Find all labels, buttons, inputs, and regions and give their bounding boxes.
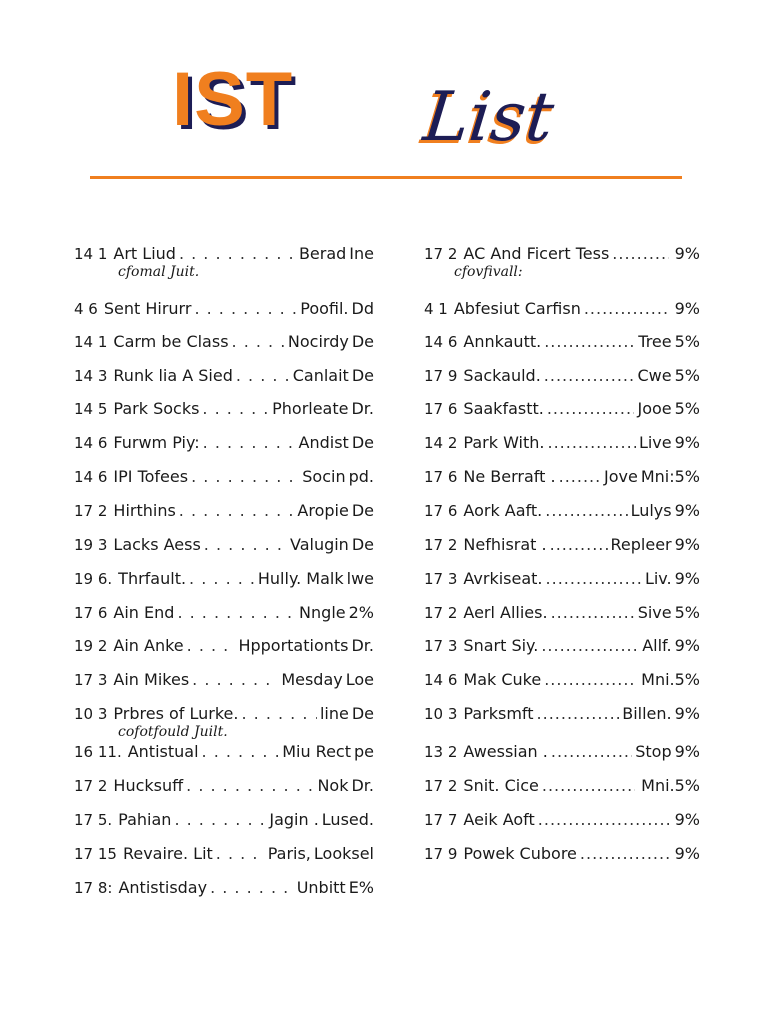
list-item-number: 14 6 bbox=[74, 468, 108, 486]
leader-dots bbox=[210, 878, 294, 898]
list-item-line bbox=[424, 776, 700, 796]
list-item-detail: Unbitt bbox=[296, 878, 346, 897]
list-item-end: Looksel bbox=[313, 844, 374, 863]
list-item-number: 10 3 bbox=[74, 705, 108, 723]
list-item bbox=[74, 844, 374, 864]
header-divider bbox=[90, 176, 682, 179]
list-item-name: Revaire. Lit bbox=[122, 844, 213, 863]
list-item-line bbox=[74, 467, 374, 487]
list-item-number: 14 6 bbox=[424, 671, 458, 689]
list-item bbox=[424, 569, 700, 589]
list-item-end: 2% bbox=[348, 603, 374, 622]
leader-dots bbox=[537, 704, 620, 724]
list-item bbox=[424, 332, 700, 352]
list-item bbox=[424, 810, 700, 830]
list-item bbox=[424, 704, 700, 724]
leader-dots bbox=[241, 704, 316, 724]
list-item-name: Powek Cubore bbox=[463, 844, 577, 863]
list-item-line bbox=[424, 636, 700, 656]
list-item-detail: Jagin . bbox=[269, 810, 319, 829]
list-item-detail: Hully. Malk bbox=[257, 569, 344, 588]
leader-dots bbox=[186, 776, 314, 796]
list-item-number: 14 1 bbox=[74, 245, 108, 263]
list-item-detail: Mesday bbox=[281, 670, 343, 689]
list-item-number: 17 3 bbox=[74, 671, 108, 689]
list-item-detail: Stop bbox=[635, 742, 672, 761]
list-item-number: 17 2 bbox=[74, 777, 108, 795]
list-item-name: Park Socks bbox=[113, 399, 200, 418]
list-item-line bbox=[74, 535, 374, 555]
list-item-detail: Lulys bbox=[630, 501, 672, 520]
list-item bbox=[74, 810, 374, 830]
list-item bbox=[424, 776, 700, 796]
list-item-number: 17 2 bbox=[424, 245, 458, 263]
list-item bbox=[74, 742, 374, 762]
list-item-name: Aork Aaft. bbox=[463, 501, 543, 520]
list-item-line bbox=[424, 366, 700, 386]
list-item-end: De bbox=[351, 433, 374, 452]
list-item-name: Ain End bbox=[113, 603, 175, 622]
list-item-number: 17 2 bbox=[424, 536, 458, 554]
list-item-detail: Tree bbox=[638, 332, 672, 351]
leader-dots bbox=[545, 501, 627, 521]
page-title-script: List bbox=[419, 78, 558, 157]
list-item-end: 5% bbox=[674, 603, 700, 622]
list-item-end: De bbox=[351, 501, 374, 520]
list-item-end: 9% bbox=[674, 569, 700, 588]
list-item-name: Aeik Aoft bbox=[463, 810, 535, 829]
list-item-name: Lacks Aess bbox=[113, 535, 201, 554]
list-item-number: 17 3 bbox=[424, 637, 458, 655]
list-item bbox=[424, 501, 700, 521]
leader-dots bbox=[544, 670, 635, 690]
list-item-detail: Jove bbox=[604, 467, 638, 486]
list-item bbox=[74, 670, 374, 690]
list-item-end: 9% bbox=[674, 535, 700, 554]
list-item-end: Dr. bbox=[351, 399, 374, 418]
list-item bbox=[74, 603, 374, 623]
list-item bbox=[74, 636, 374, 656]
leader-dots bbox=[551, 742, 632, 762]
list-item-subtitle: cfovfivall: bbox=[454, 264, 523, 280]
list-item-line bbox=[74, 399, 374, 419]
list-item-line bbox=[74, 636, 374, 656]
list-item-end: 9% bbox=[674, 244, 700, 263]
leader-dots bbox=[174, 810, 266, 830]
list-item-end: 9% bbox=[674, 742, 700, 761]
list-item-number: 19 3 bbox=[74, 536, 108, 554]
leader-dots bbox=[538, 810, 669, 830]
list-item-end: 9% bbox=[674, 844, 700, 863]
list-item-name: IPI Tofees bbox=[113, 467, 189, 486]
list-item-name: Nefhisrat . bbox=[463, 535, 547, 554]
list-item bbox=[74, 704, 374, 740]
list-item-detail: Andist bbox=[298, 433, 349, 452]
leader-dots bbox=[580, 844, 669, 864]
page-title: IST bbox=[172, 57, 294, 142]
list-item-end: 5% bbox=[674, 399, 700, 418]
list-item-line bbox=[424, 670, 700, 690]
list-item-line bbox=[424, 810, 700, 830]
list-item bbox=[424, 244, 700, 280]
leader-dots bbox=[187, 636, 236, 656]
list-item-line bbox=[74, 776, 374, 796]
list-item-end: Dr. bbox=[351, 636, 374, 655]
list-item bbox=[74, 433, 374, 453]
list-item-name: Hucksuff bbox=[113, 776, 184, 795]
list-item-detail: Canlait bbox=[292, 366, 349, 385]
list-item bbox=[424, 399, 700, 419]
leader-dots bbox=[189, 569, 255, 589]
leader-dots bbox=[236, 366, 290, 386]
list-item-line bbox=[424, 569, 700, 589]
list-item-detail: Socin bbox=[302, 467, 346, 486]
list-item-name: Annkautt. bbox=[463, 332, 542, 351]
list-item-detail: Jooe bbox=[637, 399, 672, 418]
list-item-line bbox=[424, 501, 700, 521]
list-item-name: Sackauld. bbox=[463, 366, 541, 385]
list-item-number: 17 6 bbox=[424, 502, 458, 520]
list-item-name: Awessian . bbox=[463, 742, 548, 761]
list-item-name: Saakfastt. bbox=[463, 399, 544, 418]
leader-dots bbox=[191, 467, 299, 487]
list-item bbox=[424, 636, 700, 656]
list-item-name: Hirthins bbox=[113, 501, 176, 520]
list-item-line bbox=[424, 535, 700, 555]
list-item-number: 14 1 bbox=[74, 333, 108, 351]
list-item-number: 19 6. bbox=[74, 570, 113, 588]
list-item-name: Prbres of Lurke. bbox=[113, 704, 239, 723]
list-item-number: 17 6 bbox=[424, 468, 458, 486]
list-item-line bbox=[424, 467, 700, 487]
list-item-name: Avrkiseat. bbox=[463, 569, 543, 588]
list-item-name: Antistisday bbox=[118, 878, 208, 897]
list-item bbox=[424, 670, 700, 690]
list-item-line bbox=[424, 603, 700, 623]
list-item-number: 17 2 bbox=[74, 502, 108, 520]
list-item-number: 14 5 bbox=[74, 400, 108, 418]
list-item-detail: Phorleate bbox=[272, 399, 349, 418]
list-item-end: Lused. bbox=[321, 810, 374, 829]
list-item-end: Dd bbox=[351, 299, 374, 318]
list-item-name: Aerl Allies. bbox=[463, 603, 548, 622]
list-item-name: Pahian bbox=[118, 810, 172, 829]
list-item-number: 17 9 bbox=[424, 367, 458, 385]
list-item bbox=[74, 332, 374, 352]
leader-dots bbox=[551, 603, 635, 623]
leader-dots bbox=[544, 332, 635, 352]
list-item-detail: Miu Rect bbox=[282, 742, 351, 761]
leader-dots bbox=[202, 399, 269, 419]
list-item-number: 13 2 bbox=[424, 743, 458, 761]
list-item-end: 9% bbox=[674, 636, 700, 655]
list-item bbox=[424, 433, 700, 453]
list-item-number: 17 5. bbox=[74, 811, 113, 829]
list-item-detail: Repleer bbox=[610, 535, 672, 554]
list-item-name: Sent Hirurr bbox=[103, 299, 192, 318]
list-item-number: 4 6 bbox=[74, 300, 98, 318]
list-item-line bbox=[74, 670, 374, 690]
list-item-line bbox=[424, 244, 700, 264]
list-item-name: Parksmft bbox=[463, 704, 534, 723]
list-item bbox=[424, 467, 700, 487]
list-item-detail: Aropie bbox=[297, 501, 349, 520]
leader-dots bbox=[216, 844, 265, 864]
leader-dots bbox=[546, 569, 642, 589]
list-item-number: 14 6 bbox=[74, 434, 108, 452]
list-item-line bbox=[424, 399, 700, 419]
list-item bbox=[74, 399, 374, 419]
list-item-end: De bbox=[351, 332, 374, 351]
list-item-line bbox=[74, 569, 374, 589]
list-item-line bbox=[74, 878, 374, 898]
leader-dots bbox=[541, 636, 639, 656]
list-item-line bbox=[424, 332, 700, 352]
list-item-line bbox=[424, 299, 700, 319]
list-item-number: 17 2 bbox=[424, 604, 458, 622]
list-item-line bbox=[74, 332, 374, 352]
list-item-line bbox=[74, 433, 374, 453]
list-item-line bbox=[424, 844, 700, 864]
list-item-end: 9% bbox=[674, 810, 700, 829]
list-item-number: 17 3 bbox=[424, 570, 458, 588]
list-item bbox=[424, 366, 700, 386]
list-item-name: Ain Mikes bbox=[113, 670, 190, 689]
list-item-number: 17 8: bbox=[74, 879, 113, 897]
leader-dots bbox=[559, 467, 601, 487]
list-item bbox=[424, 535, 700, 555]
list-item bbox=[74, 569, 374, 589]
list-item-detail: Allf. bbox=[642, 636, 672, 655]
list-item-line bbox=[74, 299, 374, 319]
list-item-detail: Cwe bbox=[637, 366, 672, 385]
list-item-end: De bbox=[351, 704, 374, 723]
leader-dots bbox=[203, 433, 296, 453]
list-item-end: 9% bbox=[674, 433, 700, 452]
list-item-line bbox=[74, 244, 374, 264]
list-item-detail: Liv. bbox=[644, 569, 672, 588]
list-item-detail: Berad bbox=[298, 244, 347, 263]
list-item-detail: Nngle bbox=[299, 603, 346, 622]
leader-dots bbox=[177, 603, 296, 623]
list-item-detail: Sive bbox=[637, 603, 672, 622]
list-item-number: 17 15 bbox=[74, 845, 117, 863]
list-item-end: pe bbox=[354, 742, 374, 761]
list-item-number: 10 3 bbox=[424, 705, 458, 723]
list-item-line bbox=[74, 844, 374, 864]
list-item-end: E% bbox=[348, 878, 374, 897]
list-item-number: 17 6 bbox=[424, 400, 458, 418]
list-item-name: Furwm Piy: bbox=[113, 433, 200, 452]
list-item-number: 17 2 bbox=[424, 777, 458, 795]
leader-dots bbox=[232, 332, 285, 352]
list-item-detail: Nok bbox=[317, 776, 349, 795]
leader-dots bbox=[179, 244, 296, 264]
list-item-name: Runk lia A Sied bbox=[113, 366, 233, 385]
list-item-end: 5% bbox=[674, 366, 700, 385]
list-item-line bbox=[74, 501, 374, 521]
list-item-end: Loe bbox=[345, 670, 374, 689]
list-item-end: 9% bbox=[674, 299, 700, 318]
leader-dots bbox=[550, 535, 608, 555]
list-item-number: 19 2 bbox=[74, 637, 108, 655]
list-item bbox=[74, 467, 374, 487]
list-item bbox=[74, 366, 374, 386]
list-item-number: 17 9 bbox=[424, 845, 458, 863]
page-header bbox=[0, 0, 768, 200]
list-item-number: 17 7 bbox=[424, 811, 458, 829]
leader-dots bbox=[547, 399, 635, 419]
list-item-end: De bbox=[351, 535, 374, 554]
list-item-line bbox=[424, 433, 700, 453]
leader-dots bbox=[204, 535, 287, 555]
list-item-end: pd. bbox=[348, 467, 374, 486]
list-item-name: Abfesiut Carfisn bbox=[453, 299, 581, 318]
list-item-name: Ne Berraft . bbox=[463, 467, 556, 486]
list-item-name: Snart Siy. bbox=[463, 636, 539, 655]
list-item-line bbox=[424, 742, 700, 762]
list-item-detail: Billen. bbox=[622, 704, 672, 723]
list-item-line bbox=[74, 704, 374, 724]
list-item-number: 14 2 bbox=[424, 434, 458, 452]
list-item bbox=[74, 776, 374, 796]
leader-dots bbox=[544, 366, 635, 386]
list-item bbox=[424, 603, 700, 623]
list-item-end: lwe bbox=[346, 569, 374, 588]
leader-dots bbox=[192, 670, 278, 690]
list-item-end: Mni.5% bbox=[641, 776, 700, 795]
list-item-number: 14 6 bbox=[424, 333, 458, 351]
list-item-number: 17 6 bbox=[74, 604, 108, 622]
list-item-detail: line bbox=[319, 704, 349, 723]
list-item-detail: Hpportationts bbox=[238, 636, 349, 655]
list-item-number: 4 1 bbox=[424, 300, 448, 318]
list-item-name: Park With. bbox=[463, 433, 545, 452]
list-item bbox=[74, 501, 374, 521]
list-item-name: AC And Ficert Tess bbox=[463, 244, 610, 263]
list-item-line bbox=[74, 366, 374, 386]
list-item bbox=[74, 244, 374, 280]
list-item-name: Thrfault. bbox=[118, 569, 187, 588]
leader-dots bbox=[612, 244, 668, 264]
list-item-name: Ain Anke bbox=[113, 636, 184, 655]
list-item-name: Art Liud bbox=[113, 244, 176, 263]
list-item-end: 5% bbox=[674, 332, 700, 351]
list-item bbox=[74, 535, 374, 555]
list-item-line bbox=[424, 704, 700, 724]
list-item-end: Ine bbox=[349, 244, 374, 263]
list-item-line bbox=[74, 603, 374, 623]
list-item bbox=[74, 878, 374, 898]
leader-dots bbox=[202, 742, 280, 762]
list-item-end: 9% bbox=[674, 501, 700, 520]
list-item-detail: Live bbox=[638, 433, 672, 452]
list-item-line bbox=[74, 742, 374, 762]
list-item-name: Carm be Class bbox=[113, 332, 229, 351]
list-item-end: Mni.5% bbox=[641, 670, 700, 689]
list-item-name: Mak Cuke bbox=[463, 670, 542, 689]
list-item-subtitle: cfomal Juit. bbox=[118, 264, 200, 280]
list-item bbox=[74, 299, 374, 319]
leader-dots bbox=[194, 299, 297, 319]
list-item-line bbox=[74, 810, 374, 830]
list-item bbox=[424, 299, 700, 319]
list-item-detail: Poofil. bbox=[300, 299, 349, 318]
list-item-end: Mni:5% bbox=[640, 467, 700, 486]
list-item-end: 9% bbox=[674, 704, 700, 723]
list-item-detail: Nocirdy bbox=[287, 332, 349, 351]
leader-dots bbox=[547, 433, 635, 453]
list-item bbox=[424, 844, 700, 864]
list-item-number: 14 3 bbox=[74, 367, 108, 385]
list-item-detail: Paris, bbox=[267, 844, 311, 863]
leader-dots bbox=[584, 299, 669, 319]
list-item-end: Dr. bbox=[351, 776, 374, 795]
list-item bbox=[424, 742, 700, 762]
list-item-name: Snit. Cice bbox=[463, 776, 539, 795]
list-item-detail: Valugin bbox=[289, 535, 349, 554]
list-item-number: 16 11. bbox=[74, 743, 122, 761]
list-item-end: De bbox=[351, 366, 374, 385]
leader-dots bbox=[179, 501, 295, 521]
list-item-subtitle: cofotfould Juilt. bbox=[118, 724, 228, 740]
list-item-name: Antistual bbox=[127, 742, 199, 761]
leader-dots bbox=[542, 776, 635, 796]
